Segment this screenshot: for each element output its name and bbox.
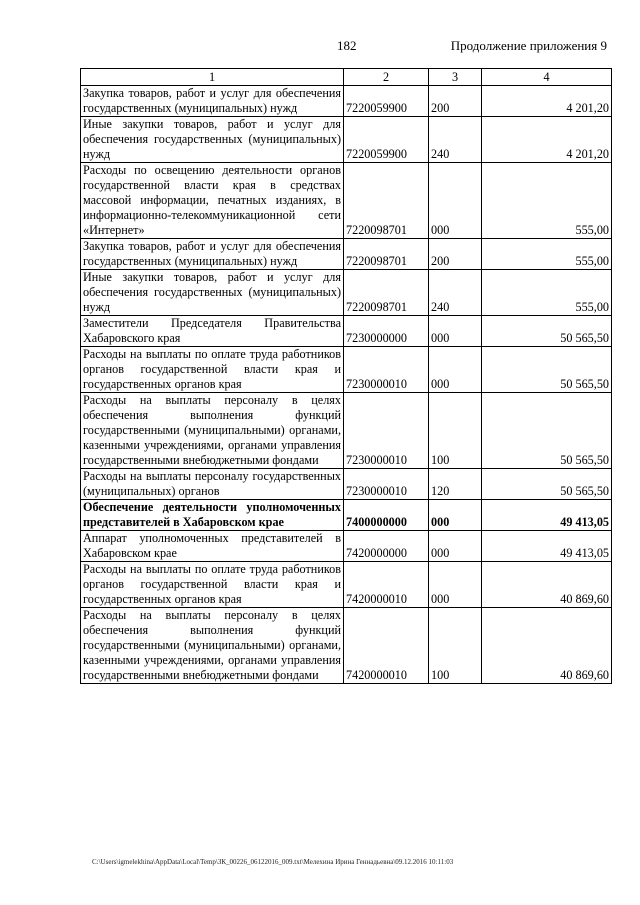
table-row [81,86,612,117]
row-type-cell: 100 [429,608,482,684]
row-name-cell: Обеспечение деятельности уполномоченных представителей в Хабаровском крае [81,500,344,531]
row-type-cell: 000 [429,316,482,347]
row-name-cell: Заместители Председателя Правительства Хабаровского края [81,316,344,347]
row-amount-cell: 555,00 [482,239,612,270]
table-body [81,86,612,684]
row-code-cell: 7420000000 [344,531,429,562]
table-row [81,393,612,469]
table-row [81,608,612,684]
row-amount-cell: 50 565,50 [482,393,612,469]
row-amount-cell: 40 869,60 [482,562,612,608]
row-amount-cell: 4 201,20 [482,117,612,163]
row-amount-cell: 50 565,50 [482,347,612,393]
row-name-cell: Закупка товаров, работ и услуг для обеспечения государственных (муниципальных) нужд [81,239,344,270]
row-type-cell: 200 [429,239,482,270]
row-name-cell: Расходы на выплаты по оплате труда работников органов государственной власти края и государственных органов края [81,347,344,393]
row-amount-cell: 49 413,05 [482,500,612,531]
row-type-cell: 000 [429,531,482,562]
row-amount-cell: 4 201,20 [482,86,612,117]
row-amount-cell: 40 869,60 [482,608,612,684]
row-code-cell: 7420000010 [344,562,429,608]
row-name-cell: Расходы на выплаты персоналу государственных (муниципальных) органов [81,469,344,500]
row-code-cell: 7220059900 [344,117,429,163]
row-name-cell: Расходы на выплаты по оплате труда работников органов государственной власти края и государственных органов края [81,562,344,608]
row-code-cell: 7420000010 [344,608,429,684]
row-name-cell: Расходы на выплаты персоналу в целях обеспечения выполнения функций государственными (муниципальными) органами, казенными учреждениями, органами управления государственными внебюджетными фондами [81,608,344,684]
row-code-cell: 7230000010 [344,469,429,500]
row-type-cell: 000 [429,562,482,608]
row-type-cell: 100 [429,393,482,469]
column-header-2: 2 [344,69,429,86]
row-amount-cell: 555,00 [482,270,612,316]
row-type-cell: 000 [429,347,482,393]
row-type-cell: 240 [429,270,482,316]
footer-file-path: C:\Users\igmelekhina\AppData\Local\Temp\ЗК_00226_06122016_009.txt\Мелехина Ирина Геннадьевна\09.12.2016 10:11:03 [92,858,454,866]
row-name-cell: Иные закупки товаров, работ и услуг для обеспечения государственных (муниципальных) нужд [81,117,344,163]
row-name-cell: Расходы на выплаты персоналу в целях обеспечения выполнения функций государственными (муниципальными) органами, казенными учреждениями, органами управления государственными внебюджетными фондами [81,393,344,469]
row-code-cell: 7220059900 [344,86,429,117]
appendix-continuation-label: Продолжение приложения 9 [450,38,607,53]
row-code-cell: 7220098701 [344,239,429,270]
budget-table [80,68,612,684]
column-header-4: 4 [482,69,612,86]
row-amount-cell: 50 565,50 [482,316,612,347]
row-name-cell: Аппарат уполномоченных представителей в Хабаровском крае [81,531,344,562]
table-row [81,531,612,562]
table-row [81,562,612,608]
table-row [81,469,612,500]
row-amount-cell: 50 565,50 [482,469,612,500]
row-code-cell: 7230000010 [344,347,429,393]
table-row [81,500,612,531]
row-amount-cell: 49 413,05 [482,531,612,562]
column-header-3: 3 [429,69,482,86]
page-number: 182 [337,38,357,53]
row-type-cell: 000 [429,500,482,531]
table-row [81,347,612,393]
table-row [81,163,612,239]
row-type-cell: 240 [429,117,482,163]
row-code-cell: 7230000010 [344,393,429,469]
row-code-cell: 7400000000 [344,500,429,531]
row-code-cell: 7220098701 [344,270,429,316]
column-header-1: 1 [81,69,344,86]
row-code-cell: 7220098701 [344,163,429,239]
row-name-cell: Закупка товаров, работ и услуг для обеспечения государственных (муниципальных) нужд [81,86,344,117]
row-amount-cell: 555,00 [482,163,612,239]
table-row [81,270,612,316]
row-name-cell: Расходы по освещению деятельности органов государственной власти края в средствах массовой информации, печатных изданиях, в информационно-телекоммуникационной сети «Интернет» [81,163,344,239]
row-name-cell: Иные закупки товаров, работ и услуг для обеспечения государственных (муниципальных) нужд [81,270,344,316]
row-type-cell: 200 [429,86,482,117]
row-type-cell: 120 [429,469,482,500]
table-row [81,316,612,347]
table-row [81,239,612,270]
row-code-cell: 7230000000 [344,316,429,347]
row-type-cell: 000 [429,163,482,239]
table-row [81,117,612,163]
column-number-row [81,69,612,86]
